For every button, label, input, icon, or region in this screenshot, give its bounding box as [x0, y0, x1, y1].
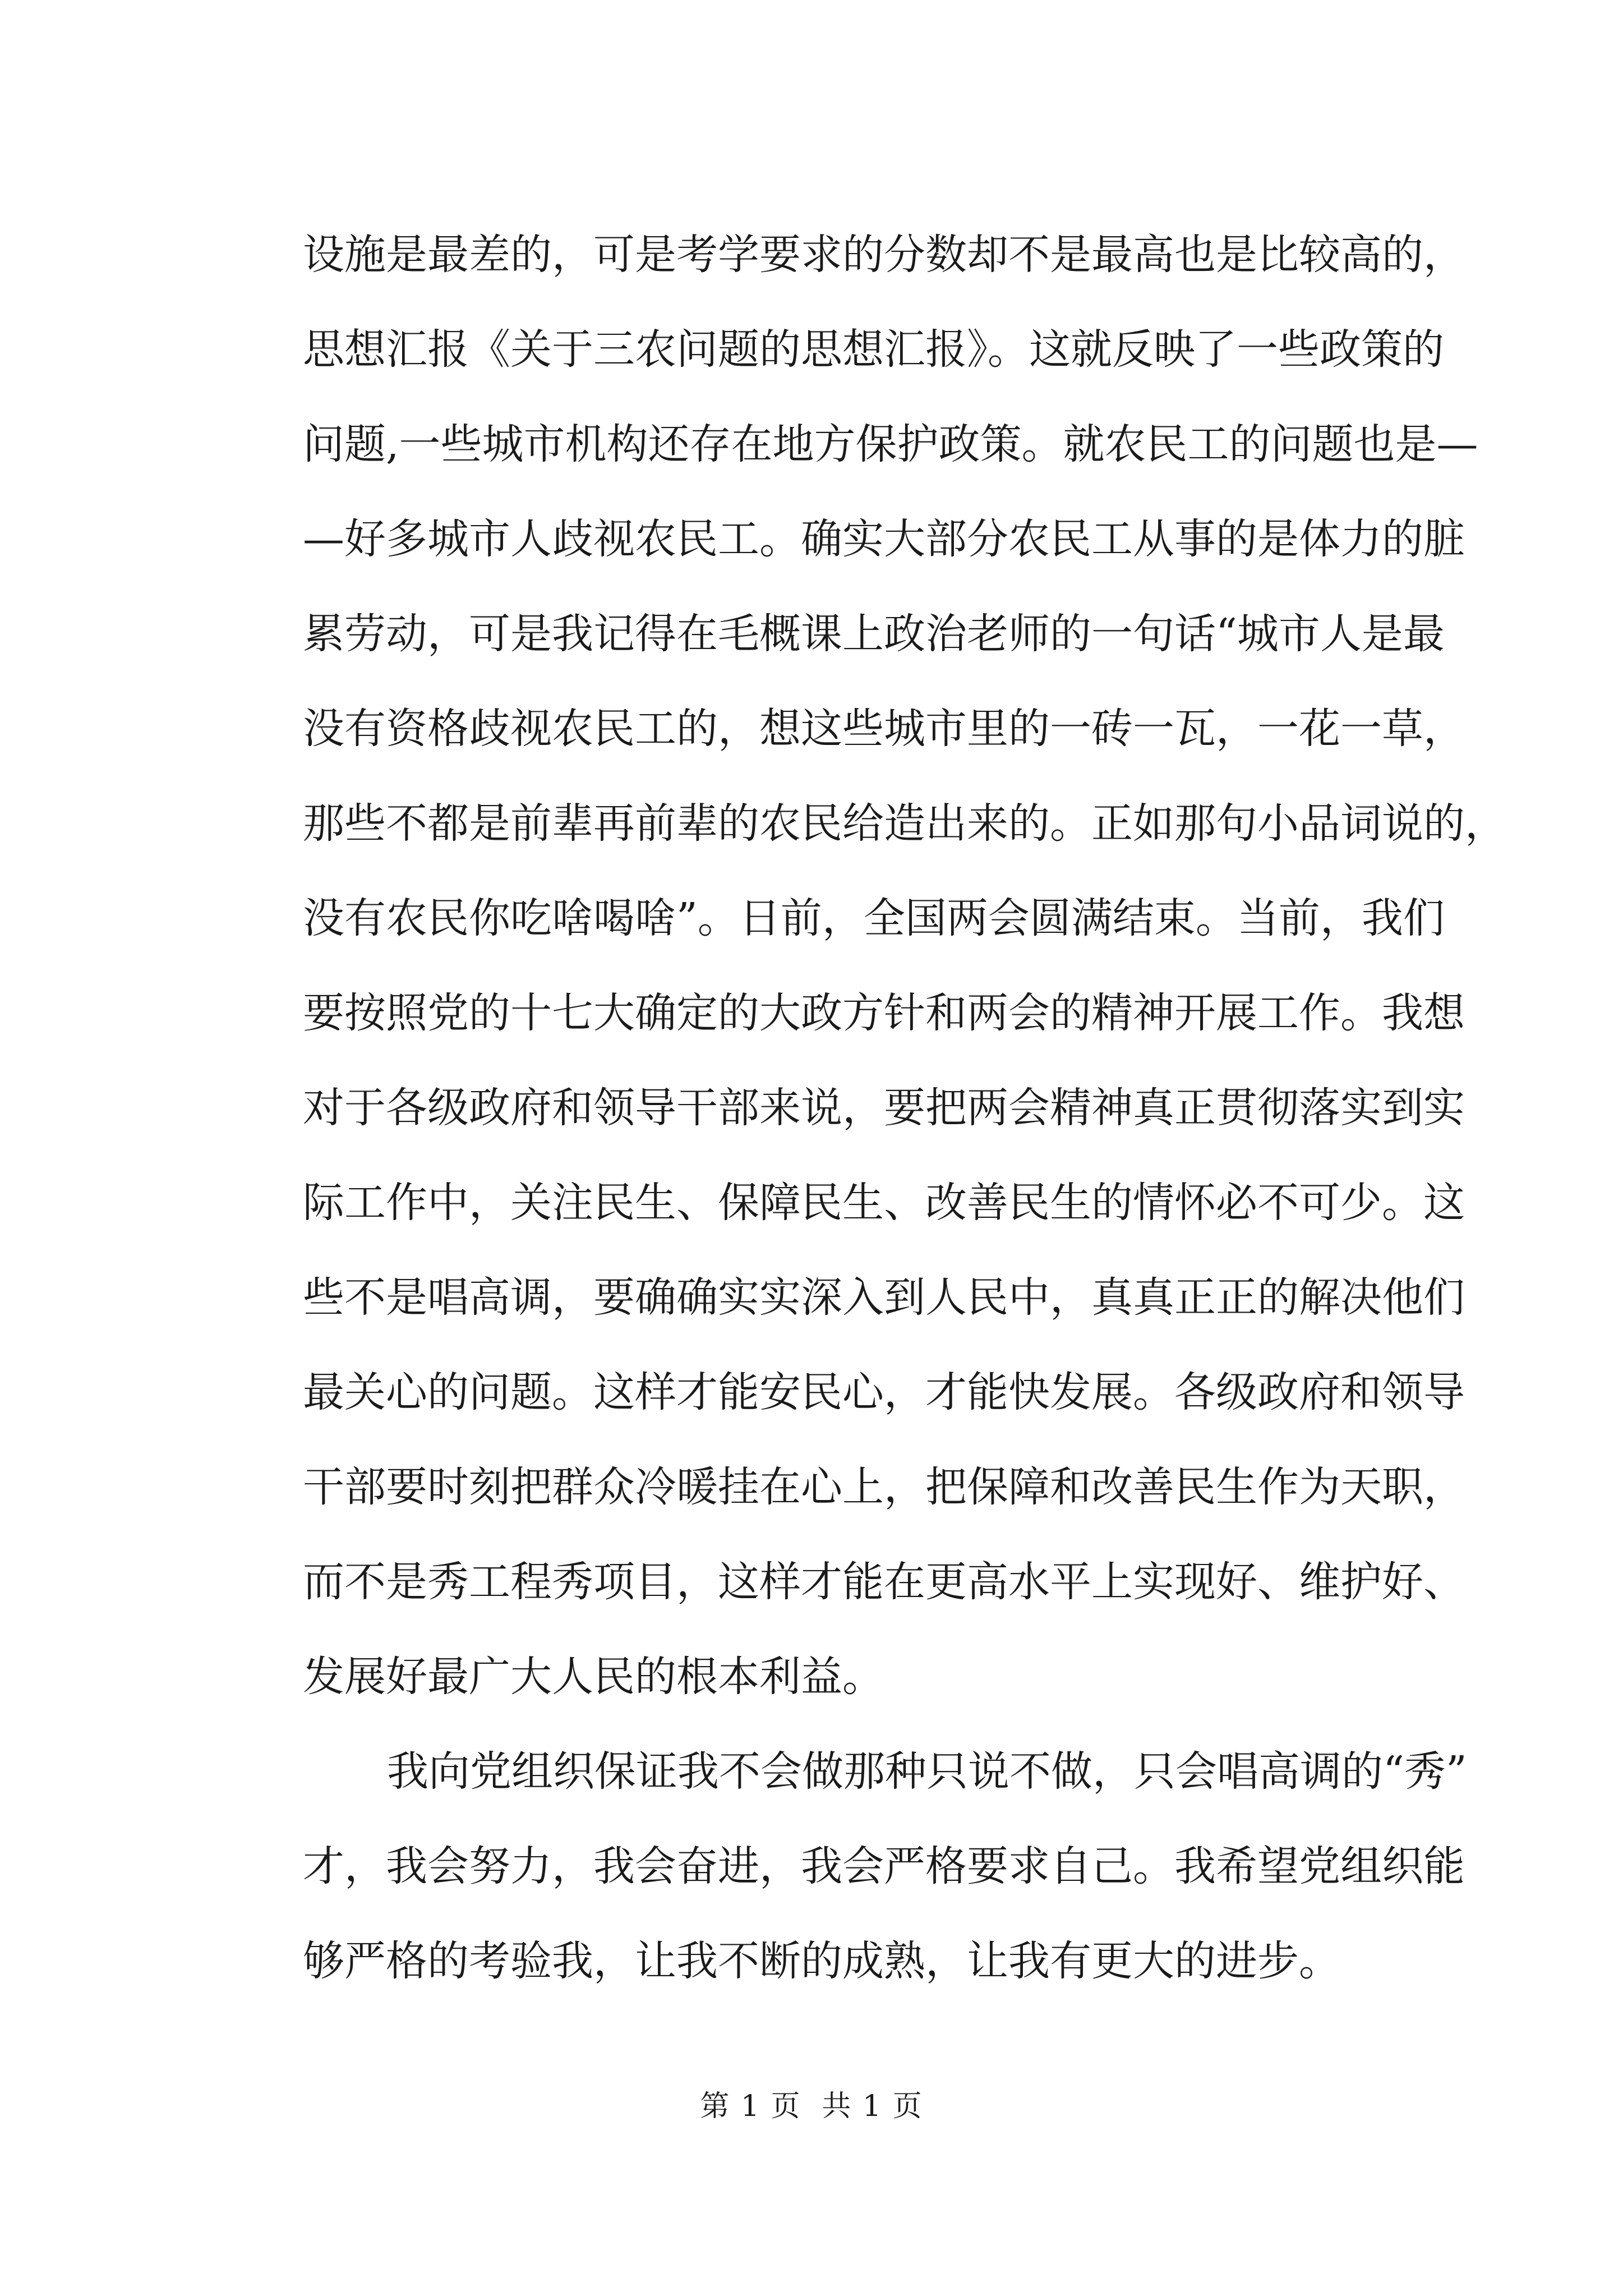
text-line: 那些不都是前辈再前辈的农民给造出来的。正如那句小品词说的，: [303, 799, 1506, 848]
text-line: —好多城市人歧视农民工。确实大部分农民工从事的是体力的脏: [303, 515, 1465, 563]
paragraph-2: [303, 1724, 1467, 2009]
page-footer: 第 1 页 共 1 页: [700, 2090, 923, 2123]
document-body: [303, 208, 1506, 2009]
text-line: 要按照党的十七大确定的大政方针和两会的精神开展工作。我想: [303, 989, 1465, 1037]
paragraph-1: [303, 208, 1506, 1724]
text-line: 最关心的问题。这样才能安民心，才能快发展。各级政府和领导: [303, 1368, 1465, 1416]
text-line: 思想汇报《关于三农问题的思想汇报》。这就反映了一些政策的: [303, 325, 1444, 374]
text-line: 没有资格歧视农民工的，想这些城市里的一砖一瓦，一花一草，: [303, 705, 1465, 753]
text-line: 设施是最差的，可是考学要求的分数却不是最高也是比较高的，: [303, 231, 1465, 279]
text-line: 累劳动，可是我记得在毛概课上政治老师的一句话“城市人是最: [303, 610, 1445, 658]
text-line: 而不是秀工程秀项目，这样才能在更高水平上实现好、维护好、: [303, 1558, 1465, 1606]
text-line: 发展好最广大人民的根本利益。: [303, 1653, 884, 1701]
text-line: 我向党组织保证我不会做那种只说不做，只会唱高调的“秀”: [387, 1747, 1467, 1796]
text-line: 际工作中，关注民生、保障民生、改善民生的情怀必不可少。这: [303, 1179, 1465, 1227]
text-line: 够严格的考验我，让我不断的成熟，让我有更大的进步。: [303, 1937, 1340, 1985]
text-line: 对于各级政府和领导干部来说，要把两会精神真正贯彻落实到实: [303, 1084, 1465, 1132]
text-line: 干部要时刻把群众冷暖挂在心上，把保障和改善民生作为天职，: [303, 1463, 1465, 1511]
text-line: 没有农民你吃啥喝啥”。日前，全国两会圆满结束。当前，我们: [303, 894, 1445, 942]
text-line: 些不是唱高调，要确确实实深入到人民中，真真正正的解决他们: [303, 1273, 1465, 1322]
text-line: 才，我会努力，我会奋进，我会严格要求自己。我希望党组织能: [303, 1842, 1465, 1890]
text-line: 问题,一些城市机构还存在地方保护政策。就农民工的问题也是—: [303, 420, 1478, 468]
